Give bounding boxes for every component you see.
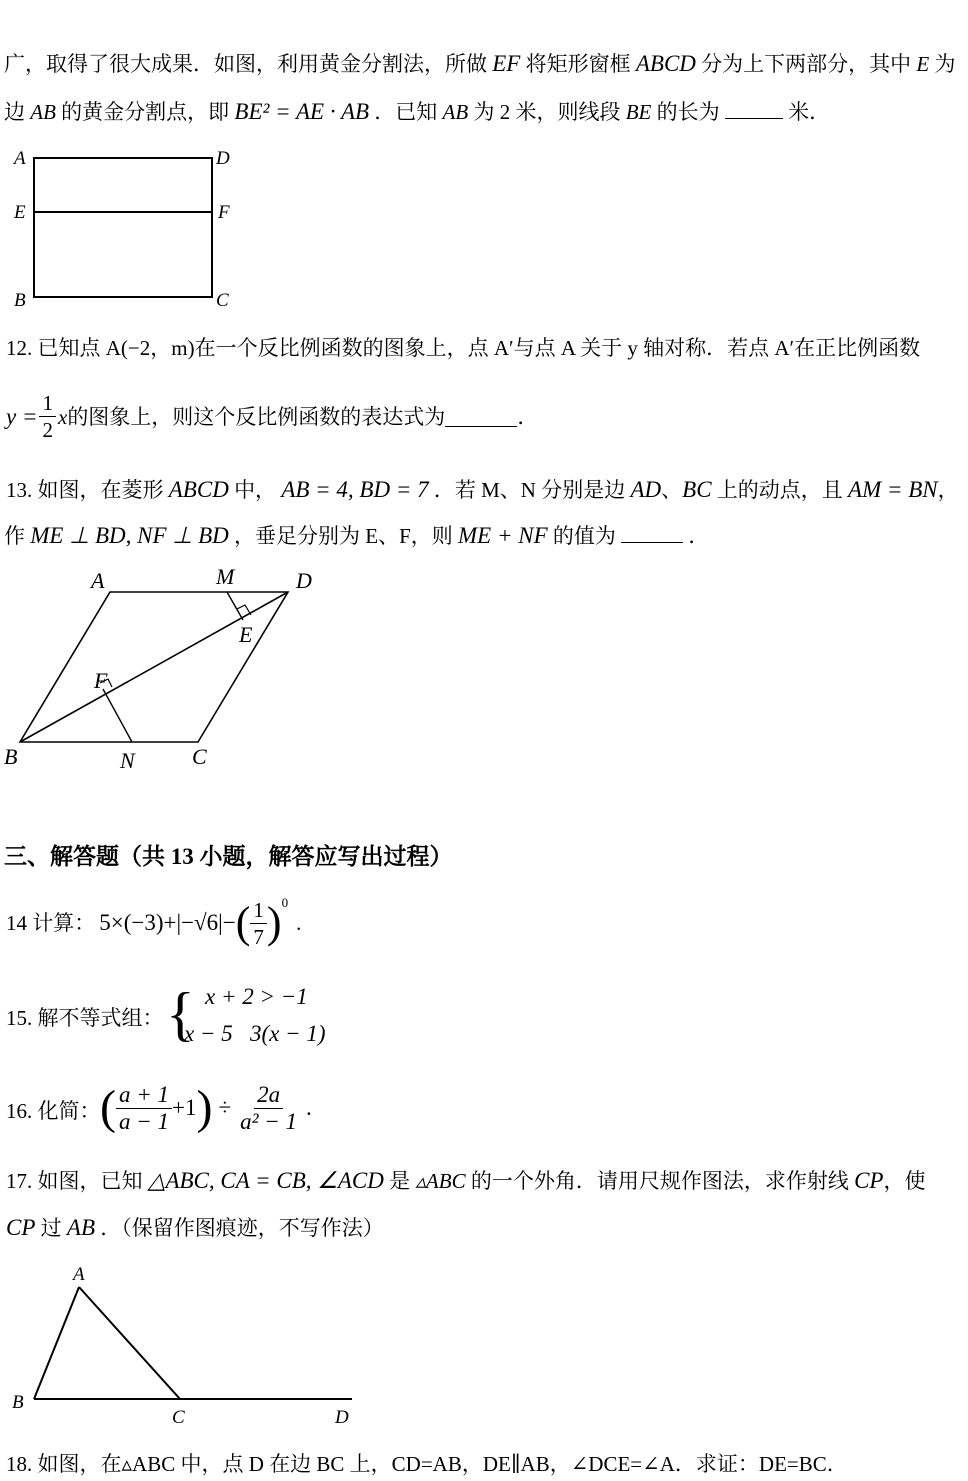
rhombus-figure bbox=[0, 560, 340, 780]
q13-line2: 作 ME ⊥ BD, NF ⊥ BD ，垂足分别为 E、F，则 ME + NF 的值为 ． bbox=[4, 523, 710, 548]
q13-line1: 13. 如图，在菱形 ABCD 中， AB = 4, BD = 7 ．若 M、N 分别是边 AD、BC 上的动点，且 AM = BN， bbox=[6, 477, 959, 502]
label-a: A bbox=[91, 568, 105, 593]
q14: 14 计算： 5×(−3)+|−√6|− ( $\frac{1}{7}$ ) 0 . bbox=[6, 893, 301, 953]
q11-line1: 广，取得了很大成果．如图，利用黄金分割法，所做 EF 将矩形窗框 ABCD 分为上下两部分，其中 E 为 bbox=[4, 51, 956, 76]
label-b: B bbox=[12, 1392, 24, 1413]
fraction-a-plus-1: $\frac{a + 1}{a - 1}$ bbox=[116, 1082, 172, 1135]
label-d: D bbox=[296, 568, 312, 593]
label-c: C bbox=[192, 744, 207, 769]
q17-line2: CP 过 AB ．（保留作图痕迹，不写作法） bbox=[6, 1215, 384, 1240]
brace-icon: { bbox=[166, 981, 195, 1047]
q16-expression: ( $\frac{a + 1}{a - 1}$ +1 ) ÷ $\frac{2a}{\text{a² − 1}}$ . bbox=[100, 1081, 312, 1134]
section-heading: 三、解答题（共 13 小题，解答应写出过程） bbox=[4, 844, 453, 869]
label-d: D bbox=[216, 148, 230, 169]
q11-line2: 边 AB 的黄金分割点，即 BE² = AE · AB ．已知 AB 为 2 米，则线段 BE 的长为 米． bbox=[4, 99, 831, 124]
inequality-2: x − 5 3(x − 1) bbox=[184, 1021, 326, 1046]
answer-blank[interactable] bbox=[725, 118, 783, 119]
segment-me bbox=[227, 592, 243, 620]
rectangle-figure bbox=[0, 140, 260, 315]
label-f: F bbox=[218, 202, 230, 223]
side-ac bbox=[79, 1287, 180, 1399]
label-n: N bbox=[120, 748, 135, 773]
q17-line1: 17. 如图，已知 △ABC, CA = CB, ∠ACD 是 ▵ABC 的一个外角．请用尺规作图法，求作射线 CP，使 bbox=[6, 1168, 926, 1193]
label-c: C bbox=[172, 1407, 185, 1428]
label-b: B bbox=[4, 744, 18, 769]
exponent-zero: 0 bbox=[281, 895, 289, 910]
q18: 18. 如图，在▵ABC 中，点 D 在边 BC 上，CD=AB，DE∥AB，∠DCE=∠A．求证：DE=BC． bbox=[6, 1452, 848, 1476]
triangle-figure bbox=[0, 1258, 380, 1430]
fraction-one-seventh: $\frac{1}{7}$ bbox=[250, 897, 267, 950]
label-m: M bbox=[216, 564, 235, 589]
fraction-2a: $\frac{2a}{\text{a² − 1}}$ bbox=[240, 1081, 298, 1134]
q12-line1: 12. 已知点 A(−2，m)在一个反比例函数的图象上，点 A′与点 A 关于 y 轴对称．若点 A′在正比例函数 bbox=[6, 336, 921, 360]
golden-ratio-formula: BE² = AE · AB bbox=[234, 99, 370, 124]
label-e: E bbox=[239, 622, 253, 647]
label-f: F bbox=[94, 668, 108, 693]
q16-label: 16. 化简： bbox=[6, 1099, 101, 1123]
label-a: A bbox=[73, 1264, 85, 1285]
side-ab bbox=[34, 1287, 79, 1399]
label-e: E bbox=[14, 202, 26, 223]
segment-nf bbox=[103, 689, 132, 742]
inequality-1: x + 2 > −1 bbox=[205, 984, 308, 1009]
rectangle-abcd bbox=[34, 158, 212, 297]
label-a: A bbox=[14, 148, 26, 169]
label-c: C bbox=[216, 290, 229, 311]
q12-line2: y = $\frac{1}{2}$ x 的图象上，则这个反比例函数的表达式为 ． bbox=[6, 391, 539, 442]
label-d: D bbox=[335, 1407, 349, 1428]
fraction-one-half: $\frac{1}{2}$ bbox=[39, 390, 56, 443]
label-b: B bbox=[14, 290, 26, 311]
answer-blank[interactable] bbox=[445, 406, 517, 427]
diagonal-bd bbox=[20, 592, 288, 742]
q15-label: 15. 解不等式组： bbox=[6, 1006, 164, 1030]
answer-blank[interactable] bbox=[621, 524, 683, 543]
